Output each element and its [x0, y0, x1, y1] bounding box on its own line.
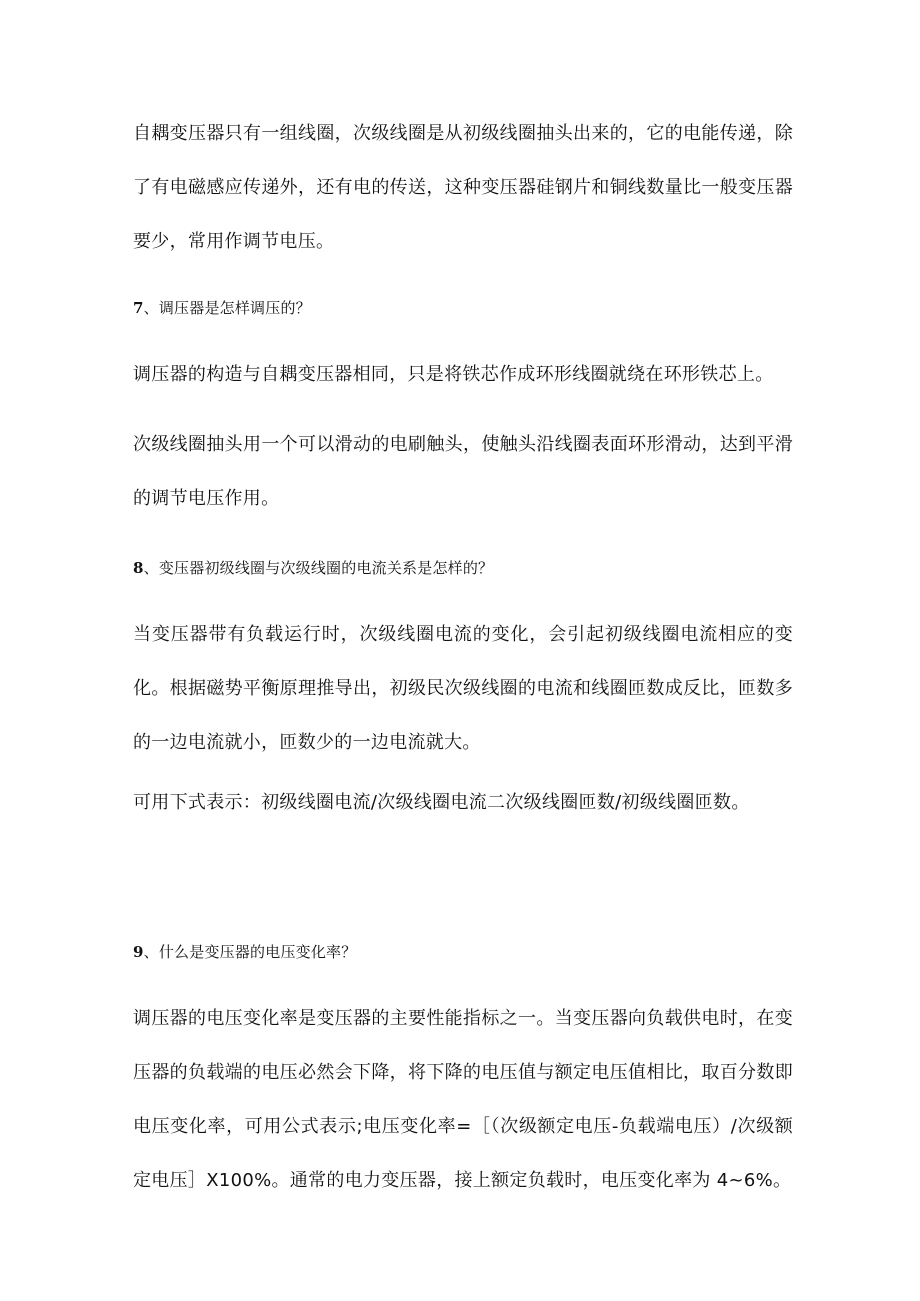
paragraph-current-relation: 当变压器带有负载运行时，次级线圈电流的变化，会引起初级线圈电流相应的变化。根据磁势平衡原理推导出，初级民次级线圈的电流和线圈匝数成反比，匝数多的一边电流就小，匝数少的一边电流就大。 — [133, 624, 793, 753]
heading-question-9 — [133, 940, 356, 964]
paragraph-autotransformer: 自耦变压器只有一组线圈，次级线圈是从初级线圈抽头出来的，它的电能传递，除了有电磁感应传递外，还有电的传送，这种变压器硅钢片和铜线数量比一般变压器要少，常用作调节电压。 — [133, 123, 793, 252]
paragraph-regulator-brush: 次级线圈抽头用一个可以滑动的电刷触头，使触头沿线圈表面环形滑动，达到平滑的调节电压作用。 — [133, 434, 793, 509]
heading-text: 、什么是变压器的电压变化率？ — [143, 943, 357, 961]
heading-text: 、调压器是怎样调压的？ — [143, 299, 311, 317]
paragraph-voltage-regulation: 调压器的电压变化率是变压器的主要性能指标之一。当变压器向负载供电时，在变压器的负载端的电压必然会下降，将下降的电压值与额定电压值相比，取百分数即电压变化率，可用公式表示;电压变化率=［（次级额定电压-负载端电压）/次级额定电压］X100%。通常的电力变压器，接上额定负载时，电压变化率为 4~6%。 — [133, 1008, 793, 1191]
heading-question-7 — [133, 296, 311, 320]
heading-number: 8 — [133, 559, 144, 577]
paragraph-regulator-structure: 调压器的构造与自耦变压器相同，只是将铁芯作成环形线圈就绕在环形铁芯上。 — [133, 364, 774, 385]
paragraph-current-formula: 可用下式表示：初级线圈电流/次级线圈电流二次级线圈匝数/初级线圈匝数。 — [133, 792, 750, 813]
heading-text: 、变压器初级线圈与次级线圈的电流关系是怎样的？ — [143, 559, 494, 577]
heading-number: 9 — [133, 943, 144, 961]
heading-number: 7 — [133, 299, 144, 317]
heading-question-8 — [133, 556, 493, 580]
